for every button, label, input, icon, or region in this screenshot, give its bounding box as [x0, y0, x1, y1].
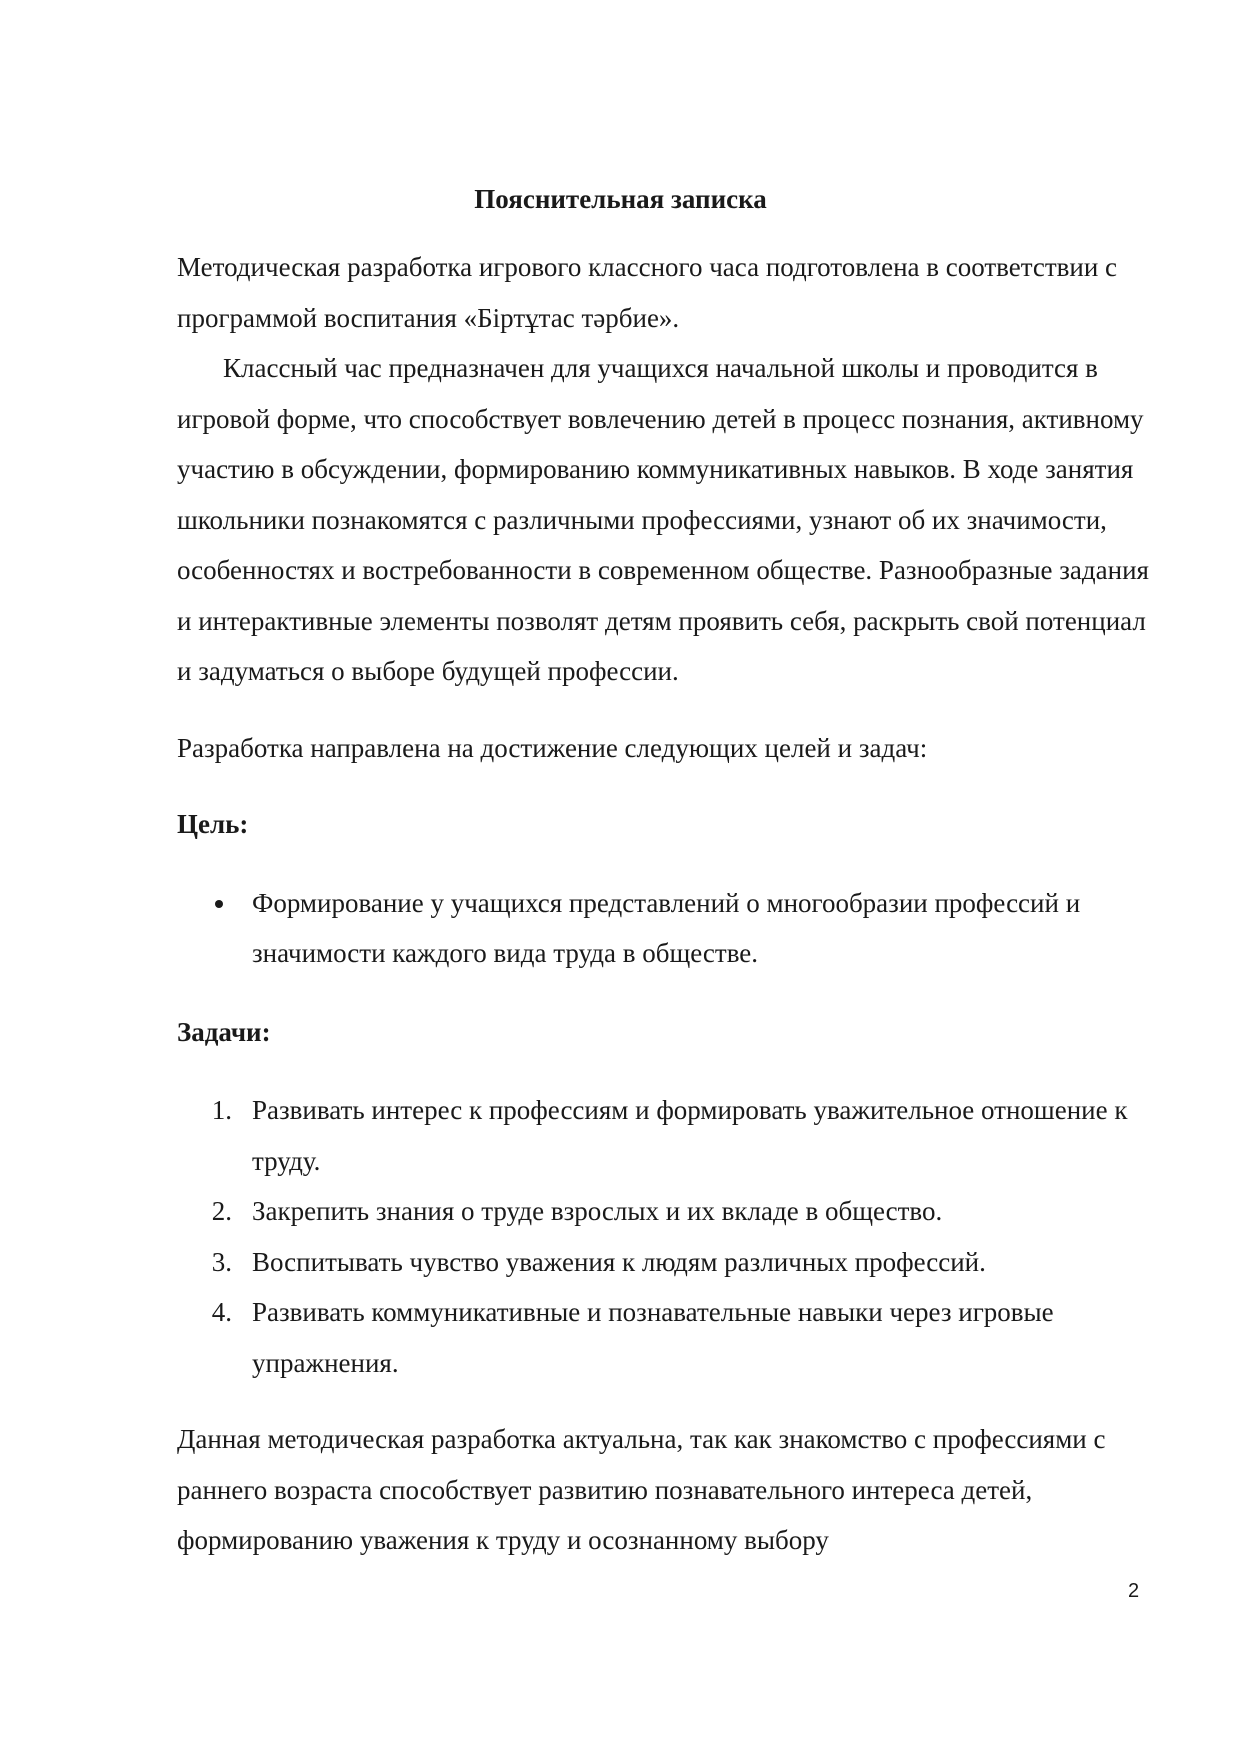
- goal-heading: Цель:: [177, 809, 249, 839]
- task-item: [177, 1085, 1157, 1186]
- spacer: [177, 979, 1157, 1007]
- tasks-list: [177, 1085, 1157, 1388]
- task-number: 2.: [211, 1196, 232, 1226]
- goal-item-text: Формирование у учащихся представлений о многообразии профессий и значимости каждого вида труда в обществе.: [252, 887, 1081, 968]
- task-item: [177, 1186, 1157, 1237]
- document-title: Пояснительная записка: [474, 184, 767, 214]
- task-item: [177, 1287, 1157, 1388]
- task-item: [177, 1237, 1157, 1288]
- spacer: [177, 850, 1157, 878]
- task-number: 4.: [211, 1297, 232, 1327]
- spacer: [177, 1388, 1157, 1414]
- task-number: 1.: [211, 1095, 232, 1125]
- spacer: [177, 773, 1157, 799]
- task-text: Воспитывать чувство уважения к людям различных профессий.: [252, 1246, 986, 1277]
- tasks-heading: Задачи:: [177, 1016, 271, 1047]
- spacer: [177, 697, 1157, 723]
- aims-intro-paragraph: Разработка направлена на достижение следующих целей и задач:: [177, 732, 928, 763]
- task-text: Развивать интерес к профессиям и формировать уважительное отношение к труду.: [252, 1095, 1128, 1176]
- page-number: 2: [1128, 1580, 1140, 1602]
- document-body: [177, 242, 1157, 1566]
- task-text: Развивать коммуникативные и познавательные навыки через игровые упражнения.: [252, 1297, 1054, 1378]
- intro-paragraph: Методическая разработка игрового классного часа подготовлена в соответствии с программой воспитания «Біртұтас тәрбие».: [177, 252, 1118, 333]
- closing-paragraph: Данная методическая разработка актуальна, так как знакомство с профессиями с раннего возраста способствует развитию познавательного интереса детей, формированию уважения к труду и осознанному выбору: [177, 1424, 1106, 1555]
- goal-item: [177, 878, 1157, 979]
- description-paragraph: Классный час предназначен для учащихся начальной школы и проводится в игровой форме, что способствует вовлечению детей в процесс познания, активному участию в обсуждении, формированию коммуникативных навыков. В ходе занятия школьники познакомятся с различными профессиями, узнают об их значимости, особенностях и востребованности в современном обществе. Разнообразные задания и интерактивные элементы позволят детям проявить себя, раскрыть свой потенциал и задуматься о выборе будущей профессии.: [177, 353, 1149, 686]
- task-number: 3.: [211, 1246, 232, 1277]
- task-text: Закрепить знания о труде взрослых и их вкладе в общество.: [252, 1196, 943, 1226]
- spacer: [177, 1057, 1157, 1085]
- goal-list: [177, 878, 1157, 979]
- bullet-icon: [215, 900, 223, 908]
